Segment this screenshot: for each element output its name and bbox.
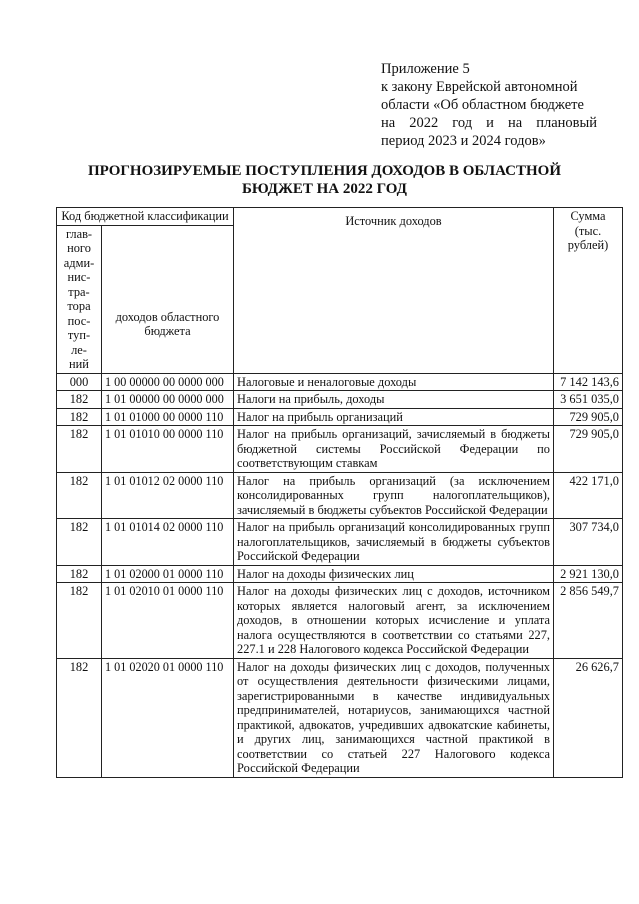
header-code-group: Код бюджетной классификации [57, 208, 234, 226]
table-row [57, 565, 623, 583]
table-row [57, 583, 623, 659]
budget-code-cell: 1 01 02000 01 0000 110 [102, 565, 234, 583]
amount-cell: 422 171,0 [554, 472, 623, 519]
appendix-line-4: на 2022 год и на плановый [381, 115, 597, 131]
income-source-cell: Налог на прибыль организаций (за исключением консолидированных групп налогоплательщиков), зачисляемый в бюджеты субъектов Российской Федерации [234, 472, 554, 519]
document-title [56, 162, 593, 198]
revenue-table [56, 207, 623, 778]
title-line-2: БЮДЖЕТ НА 2022 ГОД [242, 181, 407, 197]
table-row [57, 658, 623, 777]
budget-code-cell: 1 01 01010 00 0000 110 [102, 426, 234, 473]
income-source-cell: Налог на доходы физических лиц с доходов, полученных от осуществления деятельности физическими лицами, зарегистрированными в качестве индивидуальных предпринимателей, нотариусов, занимающихся частной практикой, адвокатов, учредивших адвокатские кабинеты, и других лиц, занимающихся частной практикой в соответствии со статьей 227 Налогового кодекса Российской Федерации [234, 658, 554, 777]
appendix-line-3: области «Об областном бюджете [381, 97, 584, 113]
amount-cell: 729 905,0 [554, 408, 623, 426]
admin-code-cell: 182 [57, 519, 102, 566]
header-sum: Сумма (тыс. рублей) [554, 208, 623, 374]
table-row [57, 426, 623, 473]
table-row [57, 519, 623, 566]
budget-code-cell: 1 01 00000 00 0000 000 [102, 391, 234, 409]
table-row [57, 472, 623, 519]
amount-cell: 307 734,0 [554, 519, 623, 566]
admin-code-cell: 182 [57, 565, 102, 583]
amount-cell: 2 856 549,7 [554, 583, 623, 659]
admin-code-cell: 182 [57, 408, 102, 426]
budget-code-cell: 1 01 02020 01 0000 110 [102, 658, 234, 777]
amount-cell: 3 651 035,0 [554, 391, 623, 409]
header-admin: глав- ного адми- нис- тра- тора пос- туп- ле- ний [57, 225, 102, 373]
budget-code-cell: 1 01 01012 02 0000 110 [102, 472, 234, 519]
income-source-cell: Налог на прибыль организаций консолидированных групп налогоплательщиков, зачисляемый в бюджеты субъектов Российской Федерации [234, 519, 554, 566]
header-row-1 [57, 208, 623, 226]
income-source-cell: Налог на доходы физических лиц [234, 565, 554, 583]
appendix-line-2: к закону Еврейской автономной [381, 79, 578, 95]
amount-cell: 26 626,7 [554, 658, 623, 777]
appendix-line-5: период 2023 и 2024 годов» [381, 133, 546, 149]
budget-code-cell: 1 01 01014 02 0000 110 [102, 519, 234, 566]
admin-code-cell: 182 [57, 658, 102, 777]
budget-code-cell: 1 01 02010 01 0000 110 [102, 583, 234, 659]
table-row [57, 373, 623, 391]
income-source-cell: Налоговые и неналоговые доходы [234, 373, 554, 391]
admin-code-cell: 182 [57, 472, 102, 519]
appendix-line-1: Приложение 5 [381, 61, 470, 77]
admin-code-cell: 000 [57, 373, 102, 391]
title-line-1: ПРОГНОЗИРУЕМЫЕ ПОСТУПЛЕНИЯ ДОХОДОВ В ОБЛАСТНОЙ [87, 163, 562, 179]
income-source-cell: Налог на прибыль организаций, зачисляемый в бюджеты бюджетной системы Российской Федерации по соответствующим ставкам [234, 426, 554, 473]
admin-code-cell: 182 [57, 426, 102, 473]
amount-cell: 2 921 130,0 [554, 565, 623, 583]
budget-code-cell: 1 01 01000 00 0000 110 [102, 408, 234, 426]
admin-code-cell: 182 [57, 391, 102, 409]
table-body [57, 373, 623, 777]
budget-code-cell: 1 00 00000 00 0000 000 [102, 373, 234, 391]
table-row [57, 391, 623, 409]
admin-code-cell: 182 [57, 583, 102, 659]
income-source-cell: Налоги на прибыль, доходы [234, 391, 554, 409]
header-source: Источник доходов [234, 208, 554, 374]
amount-cell: 7 142 143,6 [554, 373, 623, 391]
income-source-cell: Налог на доходы физических лиц с доходов, источником которых является налоговый агент, за исключением доходов, в отношении которых исчисление и уплата налога осуществляются в соответствии со статьями 227, 227.1 и 228 Налогового кодекса Российской Федерации [234, 583, 554, 659]
table-row [57, 408, 623, 426]
header-income: доходов областного бюджета [102, 225, 234, 373]
amount-cell: 729 905,0 [554, 426, 623, 473]
income-source-cell: Налог на прибыль организаций [234, 408, 554, 426]
appendix-note [381, 60, 597, 150]
